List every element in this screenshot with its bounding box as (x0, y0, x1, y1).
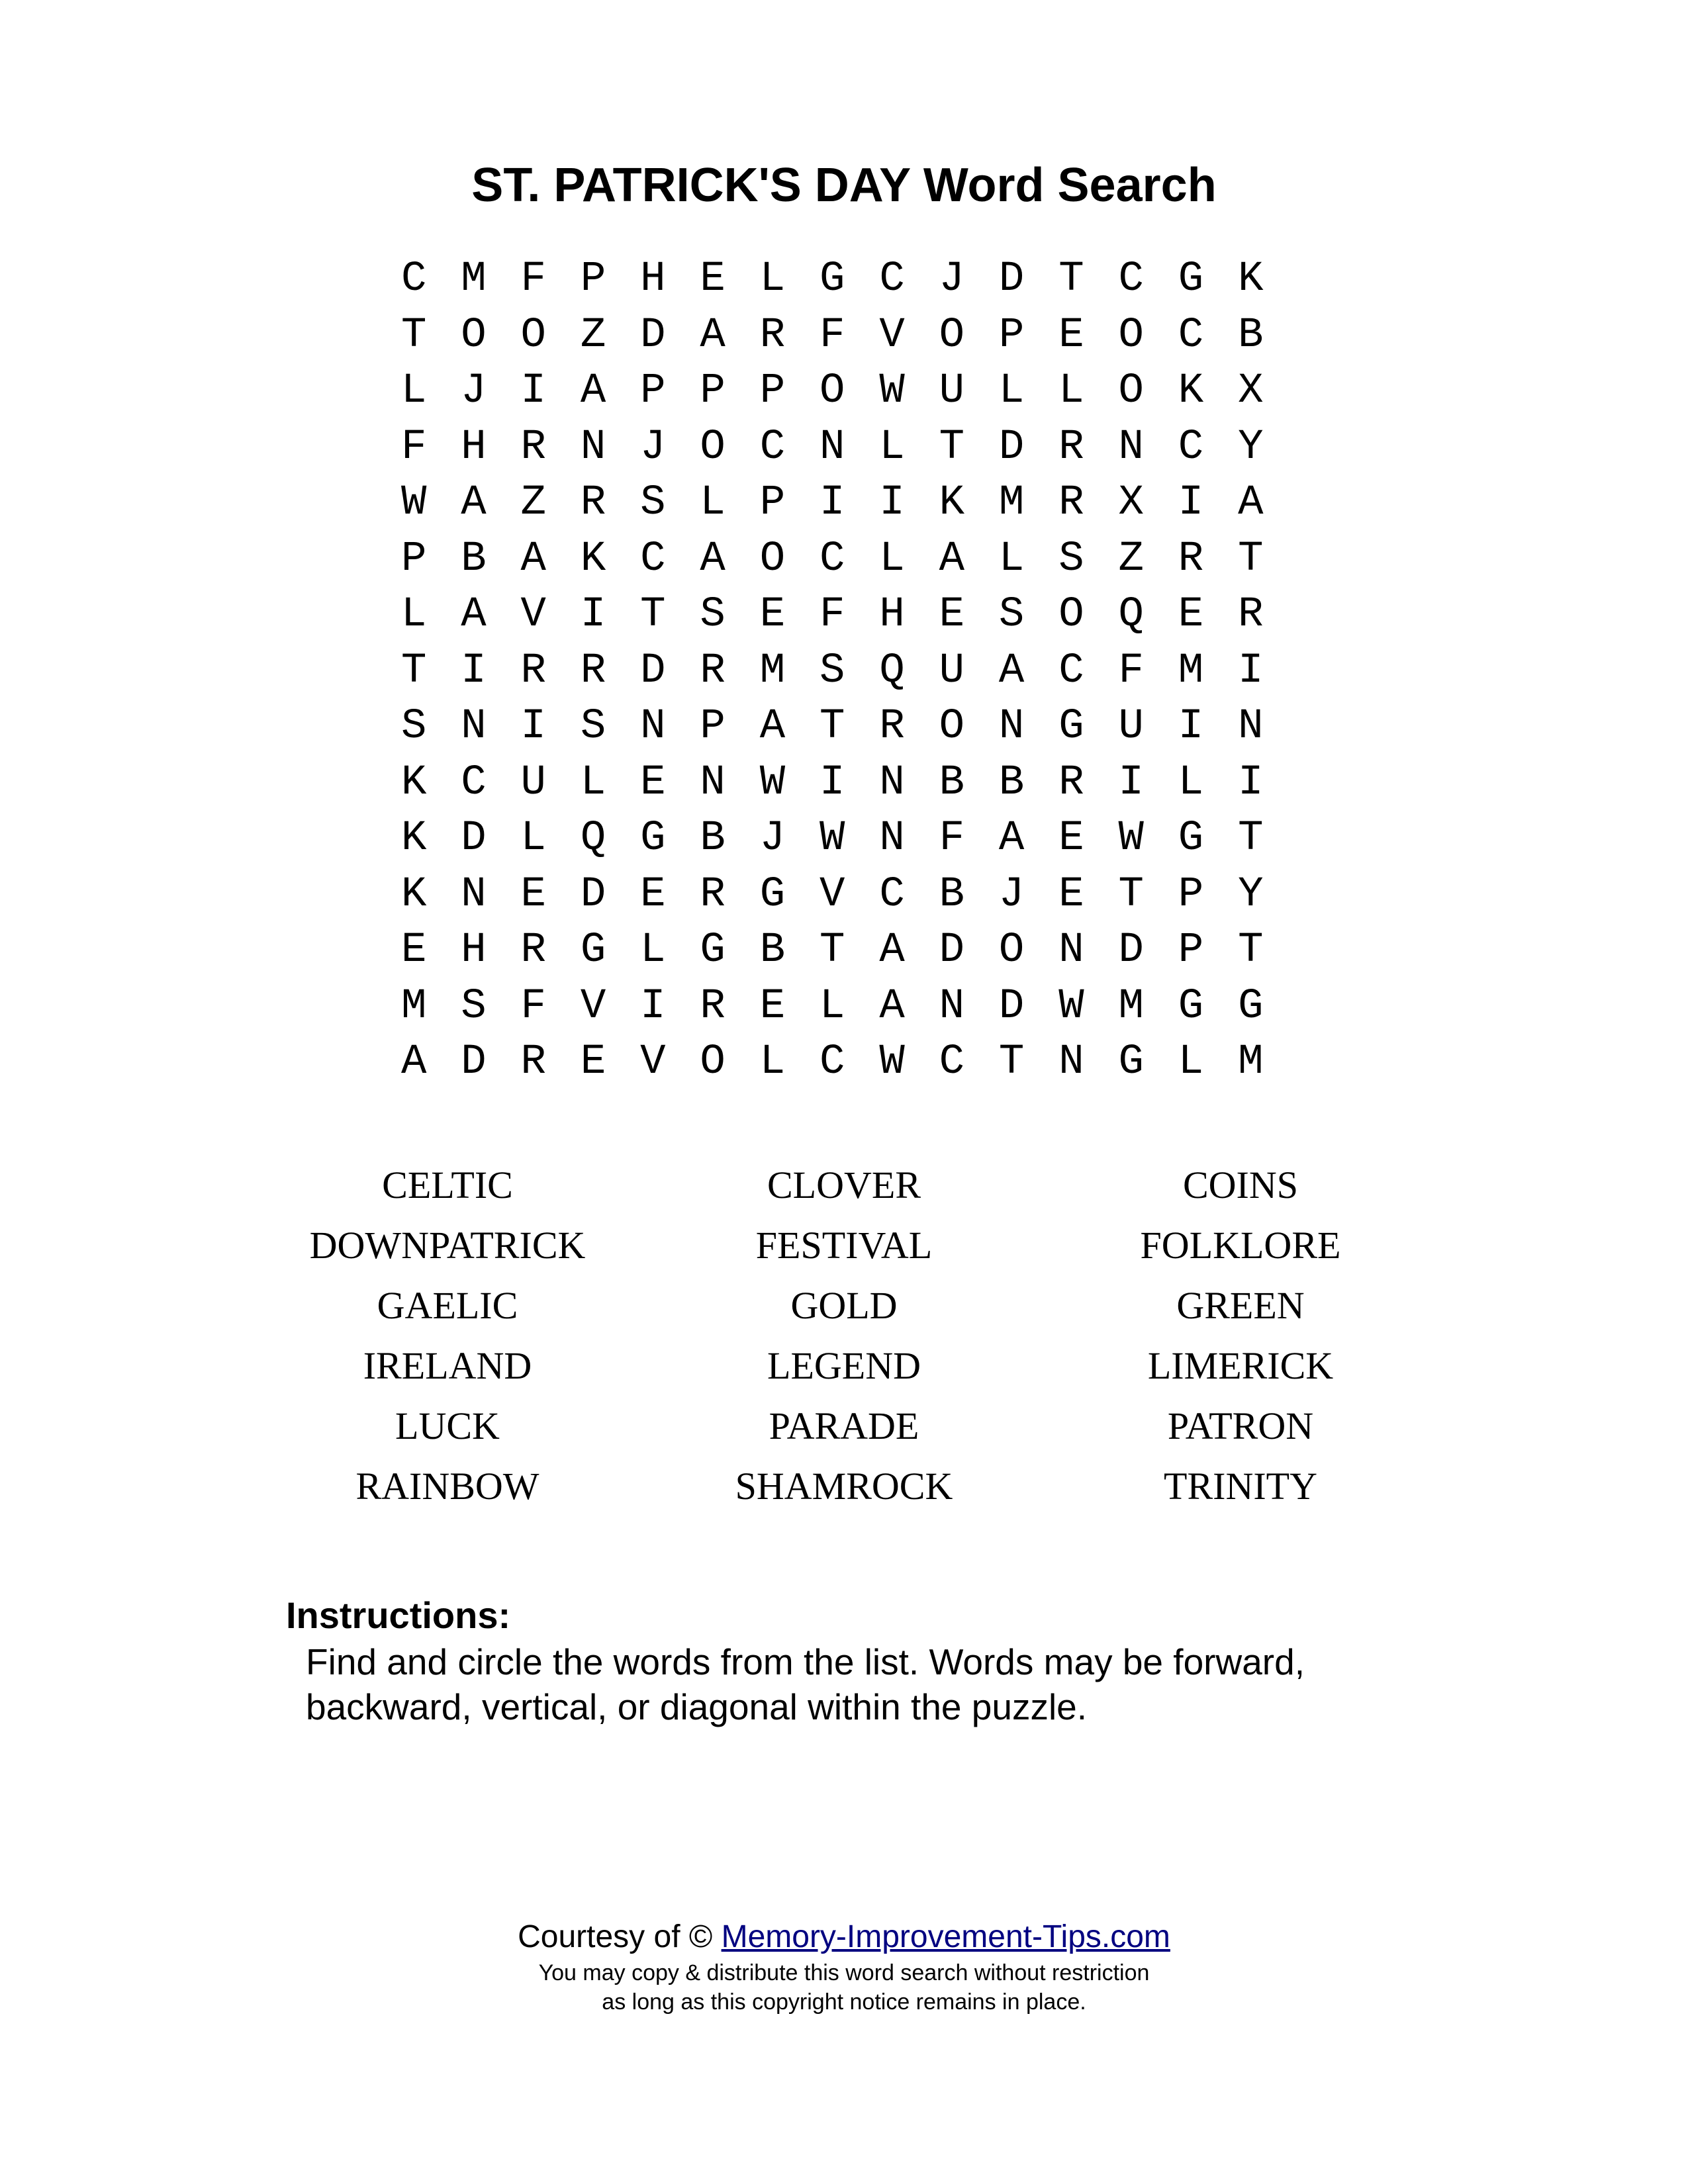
grid-cell: A (879, 982, 905, 1030)
grid-cell: D (580, 870, 606, 919)
grid-cell: B (1238, 311, 1264, 359)
grid-cell: W (879, 367, 905, 415)
grid-cell: T (820, 703, 845, 751)
instructions-section (286, 1592, 1477, 1729)
grid-cell: T (1118, 870, 1144, 919)
grid-cell: U (939, 367, 965, 415)
grid-cell: P (759, 479, 786, 527)
grid-cell: C (759, 423, 786, 471)
grid-cell: W (1058, 982, 1084, 1030)
grid-cell: F (1118, 647, 1144, 695)
grid-cell: E (640, 870, 666, 919)
grid-row (384, 420, 1311, 476)
instructions-heading: Instructions: (286, 1594, 511, 1636)
grid-cell: I (580, 591, 606, 639)
grid-cell: Y (1238, 423, 1264, 471)
grid-cell: R (520, 423, 546, 471)
grid-cell: G (820, 255, 845, 303)
word-list-item: LIMERICK (1147, 1344, 1334, 1387)
grid-cell: O (939, 703, 965, 751)
grid-cell: X (1238, 367, 1264, 415)
grid-row (384, 363, 1311, 420)
grid-cell: F (520, 255, 546, 303)
grid-cell: O (1118, 367, 1144, 415)
word-list-item: IRELAND (363, 1344, 532, 1387)
website-link[interactable]: Memory-Improvement-Tips.com (721, 1919, 1170, 1954)
grid-cell: R (1238, 591, 1264, 639)
grid-cell: U (520, 758, 546, 807)
word-list (0, 1155, 1688, 1516)
grid-cell: L (400, 367, 427, 415)
grid-cell: I (1178, 479, 1204, 527)
grid-cell: T (820, 927, 845, 974)
grid-cell: N (700, 758, 726, 807)
grid-cell: I (1118, 758, 1144, 807)
grid-cell: D (998, 423, 1025, 471)
grid-cell: S (580, 703, 606, 751)
grid-row (384, 755, 1311, 811)
grid-cell: K (1178, 367, 1204, 415)
grid-cell: J (759, 815, 786, 862)
grid-cell: E (1058, 815, 1084, 862)
grid-cell: H (461, 423, 487, 471)
footer (0, 1916, 1688, 2017)
grid-cell: I (520, 703, 546, 751)
grid-cell: R (1058, 423, 1084, 471)
grid-cell: P (700, 703, 726, 751)
grid-cell: D (461, 815, 487, 862)
grid-cell: A (700, 535, 726, 583)
grid-cell: N (939, 982, 965, 1030)
grid-cell: F (820, 591, 845, 639)
grid-cell: I (461, 647, 487, 695)
grid-cell: W (759, 758, 786, 807)
grid-cell: O (1058, 591, 1084, 639)
grid-cell: A (461, 479, 487, 527)
grid-cell: T (939, 423, 965, 471)
word-list-item: CELTIC (382, 1163, 513, 1206)
grid-cell: I (879, 479, 905, 527)
grid-cell: G (700, 927, 726, 974)
grid-cell: W (1118, 815, 1144, 862)
grid-cell: L (998, 367, 1025, 415)
word-list-item: SHAMROCK (735, 1465, 953, 1508)
grid-cell: M (759, 647, 786, 695)
grid-cell: V (640, 1038, 666, 1086)
grid-cell: F (939, 815, 965, 862)
word-row (0, 1155, 1688, 1215)
grid-cell: L (1058, 367, 1084, 415)
grid-cell: R (700, 982, 726, 1030)
grid-cell: N (1118, 423, 1144, 471)
grid-cell: W (820, 815, 845, 862)
grid-cell: X (1118, 479, 1144, 527)
grid-cell: L (640, 927, 666, 974)
grid-cell: B (998, 758, 1025, 807)
grid-cell: N (820, 423, 845, 471)
grid-cell: L (759, 255, 786, 303)
grid-cell: E (759, 591, 786, 639)
grid-cell: P (400, 535, 427, 583)
word-list-item: FESTIVAL (755, 1224, 933, 1267)
grid-cell: H (461, 927, 487, 974)
grid-cell: M (1238, 1038, 1264, 1086)
grid-cell: B (461, 535, 487, 583)
grid-cell: S (1058, 535, 1084, 583)
word-row (0, 1396, 1688, 1456)
grid-row (384, 531, 1311, 588)
letter-grid (384, 251, 1311, 1091)
grid-cell: L (820, 982, 845, 1030)
grid-cell: L (700, 479, 726, 527)
grid-cell: E (1058, 870, 1084, 919)
grid-cell: H (640, 255, 666, 303)
grid-cell: L (879, 535, 905, 583)
grid-cell: E (939, 591, 965, 639)
grid-cell: G (1178, 255, 1204, 303)
word-list-item: GREEN (1176, 1284, 1305, 1327)
grid-cell: C (461, 758, 487, 807)
word-list-item: DOWNPATRICK (309, 1224, 586, 1267)
grid-cell: R (520, 1038, 546, 1086)
grid-cell: P (700, 367, 726, 415)
grid-row (384, 475, 1311, 531)
grid-cell: R (1058, 479, 1084, 527)
word-row (0, 1336, 1688, 1396)
grid-cell: D (998, 255, 1025, 303)
grid-cell: T (1058, 255, 1084, 303)
grid-cell: P (640, 367, 666, 415)
grid-cell: B (700, 815, 726, 862)
grid-cell: J (640, 423, 666, 471)
grid-cell: N (1058, 1038, 1084, 1086)
grid-cell: N (461, 703, 487, 751)
grid-cell: Q (1118, 591, 1144, 639)
courtesy-line (0, 1916, 1688, 1958)
grid-cell: I (820, 479, 845, 527)
grid-cell: D (998, 982, 1025, 1030)
grid-cell: L (759, 1038, 786, 1086)
grid-cell: R (520, 927, 546, 974)
grid-cell: S (400, 703, 427, 751)
grid-cell: L (879, 423, 905, 471)
grid-row (384, 251, 1311, 308)
grid-cell: T (1238, 927, 1264, 974)
grid-cell: V (520, 591, 546, 639)
grid-cell: I (1238, 758, 1264, 807)
grid-cell: Q (580, 815, 606, 862)
grid-cell: G (1238, 982, 1264, 1030)
grid-cell: A (879, 927, 905, 974)
grid-row (384, 699, 1311, 755)
grid-cell: K (580, 535, 606, 583)
grid-row (384, 867, 1311, 923)
grid-cell: E (1058, 311, 1084, 359)
grid-cell: E (580, 1038, 606, 1086)
copyright-notice-line-2: as long as this copyright notice remains in place. (602, 1989, 1086, 2015)
grid-cell: M (1178, 647, 1204, 695)
grid-cell: R (700, 870, 726, 919)
grid-cell: I (820, 758, 845, 807)
grid-cell: C (820, 535, 845, 583)
grid-row (384, 643, 1311, 700)
word-list-item: LEGEND (767, 1344, 921, 1387)
grid-cell: U (939, 647, 965, 695)
grid-cell: G (1178, 982, 1204, 1030)
grid-cell: A (580, 367, 606, 415)
grid-row (384, 979, 1311, 1035)
grid-cell: E (759, 982, 786, 1030)
grid-cell: T (1238, 815, 1264, 862)
grid-cell: L (520, 815, 546, 862)
grid-cell: D (1118, 927, 1144, 974)
grid-cell: S (461, 982, 487, 1030)
grid-row (384, 811, 1311, 867)
grid-cell: D (939, 927, 965, 974)
grid-cell: G (580, 927, 606, 974)
grid-cell: O (461, 311, 487, 359)
grid-cell: T (640, 591, 666, 639)
grid-cell: C (400, 255, 427, 303)
grid-cell: Y (1238, 870, 1264, 919)
grid-cell: J (939, 255, 965, 303)
grid-cell: M (998, 479, 1025, 527)
grid-cell: A (998, 815, 1025, 862)
grid-cell: W (400, 479, 427, 527)
grid-cell: V (580, 982, 606, 1030)
grid-cell: O (1118, 311, 1144, 359)
grid-cell: D (640, 311, 666, 359)
grid-cell: E (1178, 591, 1204, 639)
grid-cell: K (400, 815, 427, 862)
grid-cell: T (1238, 535, 1264, 583)
grid-cell: R (580, 647, 606, 695)
grid-cell: R (759, 311, 786, 359)
grid-cell: G (759, 870, 786, 919)
grid-cell: G (1058, 703, 1084, 751)
word-row (0, 1275, 1688, 1336)
grid-cell: M (1118, 982, 1144, 1030)
grid-cell: P (759, 367, 786, 415)
grid-cell: L (1178, 758, 1204, 807)
grid-cell: R (520, 647, 546, 695)
grid-cell: J (461, 367, 487, 415)
word-list-item: FOLKLORE (1140, 1224, 1341, 1267)
grid-cell: C (939, 1038, 965, 1086)
grid-cell: K (939, 479, 965, 527)
grid-cell: E (400, 927, 427, 974)
grid-cell: R (700, 647, 726, 695)
grid-cell: I (640, 982, 666, 1030)
grid-cell: T (400, 647, 427, 695)
grid-cell: R (1178, 535, 1204, 583)
grid-cell: M (400, 982, 427, 1030)
grid-cell: Q (879, 647, 905, 695)
grid-cell: F (520, 982, 546, 1030)
grid-cell: T (400, 311, 427, 359)
grid-cell: B (939, 870, 965, 919)
grid-cell: N (1238, 703, 1264, 751)
grid-cell: K (400, 870, 427, 919)
grid-cell: O (520, 311, 546, 359)
word-list-item: RAINBOW (355, 1465, 539, 1508)
grid-cell: U (1118, 703, 1144, 751)
grid-cell: W (879, 1038, 905, 1086)
grid-cell: L (580, 758, 606, 807)
grid-cell: E (700, 255, 726, 303)
grid-cell: A (700, 311, 726, 359)
grid-cell: N (461, 870, 487, 919)
grid-cell: V (879, 311, 905, 359)
copyright-notice-line-1: You may copy & distribute this word search without restriction (538, 1960, 1150, 1985)
grid-cell: M (461, 255, 487, 303)
grid-cell: O (820, 367, 845, 415)
grid-row (384, 587, 1311, 643)
grid-cell: C (640, 535, 666, 583)
grid-cell: O (700, 1038, 726, 1086)
word-list-item: GAELIC (377, 1284, 518, 1327)
word-list-item: GOLD (790, 1284, 898, 1327)
grid-cell: C (1178, 423, 1204, 471)
grid-cell: C (1118, 255, 1144, 303)
grid-cell: N (640, 703, 666, 751)
grid-cell: L (998, 535, 1025, 583)
grid-cell: P (1178, 927, 1204, 974)
word-list-item: PATRON (1167, 1404, 1314, 1447)
grid-cell: N (879, 758, 905, 807)
word-list-item: LUCK (395, 1404, 500, 1447)
grid-cell: F (400, 423, 427, 471)
grid-cell: I (1178, 703, 1204, 751)
grid-cell: E (640, 758, 666, 807)
word-list-item: COINS (1182, 1163, 1299, 1206)
instructions-text: Find and circle the words from the list. Words may be forward, backward, vertical, or diagonal within the puzzle. (306, 1641, 1305, 1727)
word-row (0, 1456, 1688, 1516)
grid-cell: C (879, 255, 905, 303)
grid-cell: V (820, 870, 845, 919)
grid-cell: A (461, 591, 487, 639)
grid-cell: C (820, 1038, 845, 1086)
grid-row (384, 308, 1311, 364)
grid-cell: Z (1118, 535, 1144, 583)
word-list-item: CLOVER (767, 1163, 921, 1206)
grid-cell: Z (520, 479, 546, 527)
grid-cell: S (820, 647, 845, 695)
grid-cell: C (1058, 647, 1084, 695)
grid-cell: E (520, 870, 546, 919)
grid-cell: S (700, 591, 726, 639)
grid-cell: N (1058, 927, 1084, 974)
grid-cell: J (998, 870, 1025, 919)
grid-cell: K (1238, 255, 1264, 303)
grid-cell: G (1178, 815, 1204, 862)
grid-cell: B (759, 927, 786, 974)
grid-row (384, 923, 1311, 979)
grid-cell: R (1058, 758, 1084, 807)
grid-cell: A (400, 1038, 427, 1086)
page-title: ST. PATRICK'S DAY Word Search (471, 159, 1217, 212)
grid-cell: K (400, 758, 427, 807)
grid-cell: A (998, 647, 1025, 695)
grid-cell: C (879, 870, 905, 919)
courtesy-prefix: Courtesy of © (518, 1919, 722, 1954)
grid-cell: R (879, 703, 905, 751)
grid-cell: Z (580, 311, 606, 359)
grid-cell: R (580, 479, 606, 527)
word-row (0, 1215, 1688, 1275)
grid-cell: F (820, 311, 845, 359)
grid-cell: T (998, 1038, 1025, 1086)
grid-cell: G (640, 815, 666, 862)
grid-cell: A (1238, 479, 1264, 527)
grid-cell: O (998, 927, 1025, 974)
grid-cell: A (520, 535, 546, 583)
grid-cell: P (1178, 870, 1204, 919)
grid-cell: L (400, 591, 427, 639)
grid-cell: S (640, 479, 666, 527)
grid-cell: B (939, 758, 965, 807)
grid-cell: N (879, 815, 905, 862)
grid-cell: P (580, 255, 606, 303)
grid-cell: N (998, 703, 1025, 751)
grid-cell: A (759, 703, 786, 751)
grid-cell: P (998, 311, 1025, 359)
grid-cell: S (998, 591, 1025, 639)
grid-cell: G (1118, 1038, 1144, 1086)
grid-cell: H (879, 591, 905, 639)
grid-cell: L (1178, 1038, 1204, 1086)
grid-cell: O (759, 535, 786, 583)
grid-cell: I (520, 367, 546, 415)
grid-cell: N (580, 423, 606, 471)
grid-cell: O (700, 423, 726, 471)
grid-cell: D (461, 1038, 487, 1086)
word-list-item: TRINITY (1164, 1465, 1317, 1508)
grid-row (384, 1034, 1311, 1091)
grid-cell: I (1238, 647, 1264, 695)
grid-cell: C (1178, 311, 1204, 359)
grid-cell: O (939, 311, 965, 359)
word-list-item: PARADE (769, 1404, 919, 1447)
grid-cell: D (640, 647, 666, 695)
grid-cell: A (939, 535, 965, 583)
